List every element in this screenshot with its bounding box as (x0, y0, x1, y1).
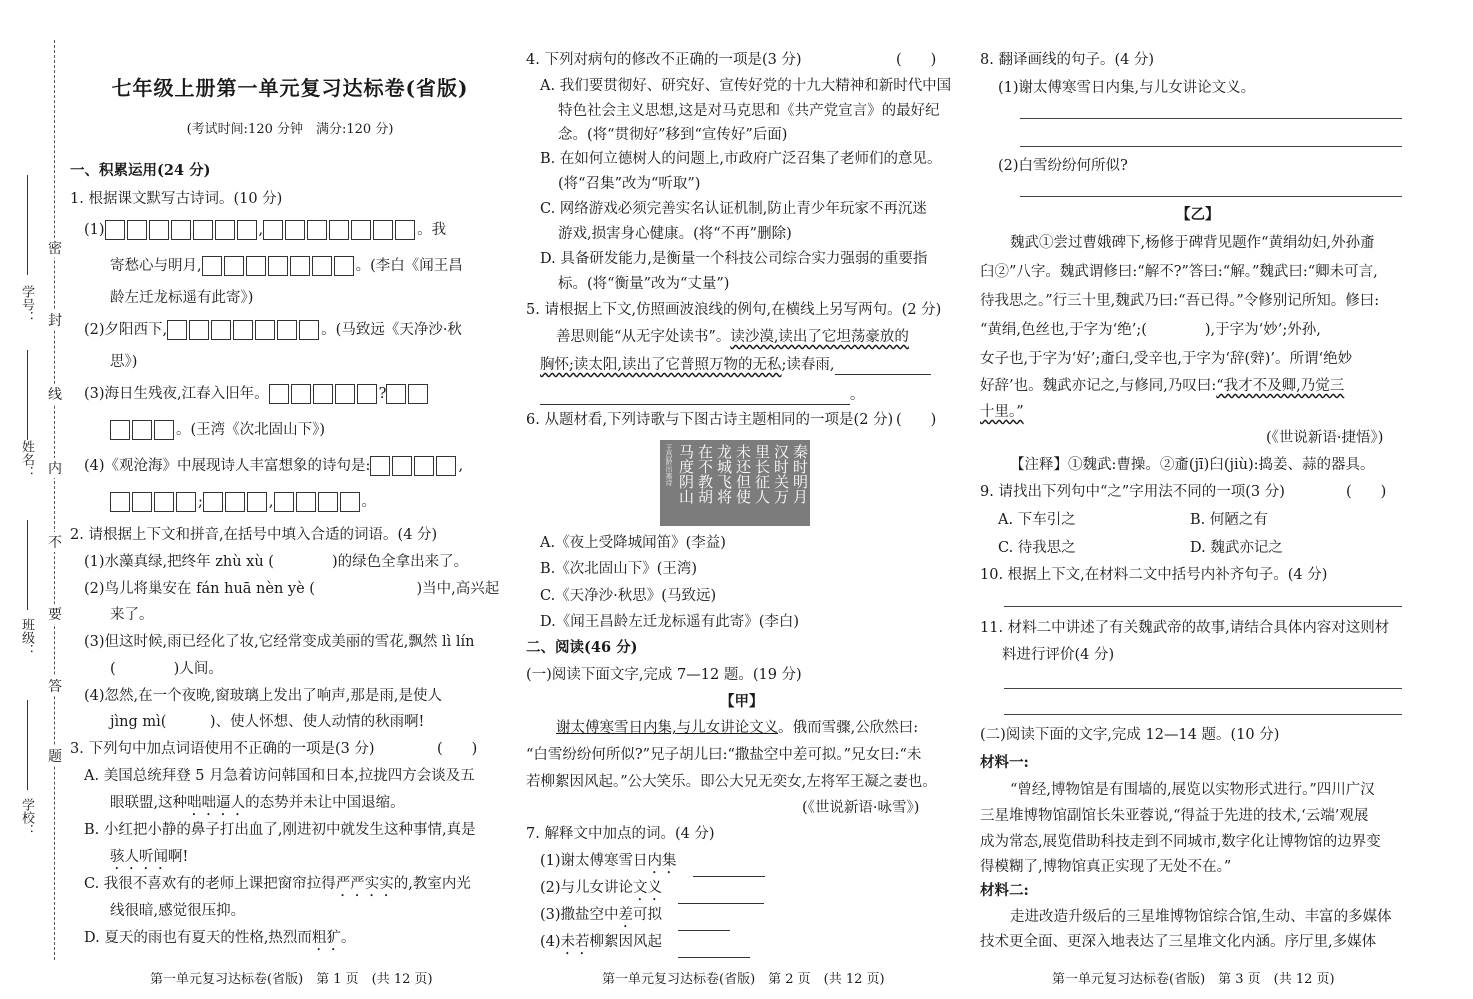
passage-text: 魏武①尝过曹娥碑下,杨修于碑背见题作“黄绢幼妇,外孙齑 (1010, 235, 1375, 251)
text: 。 (361, 494, 376, 510)
passage-text: 待我思之。”行三十里,魏武乃曰:“吾已得。”令修别记所知。修曰: (980, 293, 1380, 309)
answer-boxes[interactable] (269, 386, 379, 402)
text: (3)海日生残夜,江春入旧年。 (84, 386, 269, 402)
answer-line[interactable] (1004, 606, 1402, 607)
q1-3-line (110, 420, 325, 440)
poem-column: 在不教胡 (696, 444, 714, 504)
option-b (110, 847, 188, 873)
text: 好辞’也。魏武亦记之,与修同,乃叹曰: (980, 378, 1217, 394)
section-heading: 一、积累运用(24 分) (70, 162, 211, 179)
question-11: 11. 材料二中讲述了有关魏武帝的故事,请结合具体内容对这则材 (980, 620, 1390, 636)
passage-text: “白雪纷纷何所似?”兄子胡儿曰:“撒盐空中差可拟。”兄女曰:“未 (526, 747, 922, 763)
q1-1-line (110, 256, 463, 276)
seal-char: 答 (46, 676, 64, 696)
seal-char: 不 (46, 532, 64, 552)
passage-source: (《世说新语·咏雪》) (802, 800, 920, 816)
text: 。我 (417, 222, 447, 238)
option-c: C. 网络游戏必须完善实名认证机制,防止青少年玩家不再沉迷 (540, 201, 927, 217)
question-9: 9. 请找出下列句中“之”字用法不同的一项(3 分) (980, 484, 1285, 500)
text: 。(马致远《天净沙·秋 (321, 322, 462, 338)
question-5: 5. 请根据上下文,仿照画波浪线的例句,在横线上另写两句。(2 分) (526, 302, 942, 318)
material-text: 走进改造升级后的三星堆博物馆综合馆,生动、丰富的多媒体 (1010, 909, 1392, 925)
passage-text: 女子也,于字为‘好’;齑臼,受辛也,于字为‘辞(辤)’。所谓‘绝妙 (980, 351, 1353, 367)
option-c: 线很暗,感觉很压抑。 (110, 903, 246, 919)
material-text: 成为常态,展览借助科技走到不同城市,数字化让博物馆的边界变 (980, 834, 1381, 850)
text: 。 (850, 387, 865, 403)
text: 寄愁心与明月, (110, 258, 202, 274)
option-a: A.《夜上受降城闻笛》(李益) (540, 535, 726, 551)
answer-blank[interactable] (835, 374, 931, 375)
q2-3: ( )人间。 (110, 661, 223, 677)
passage-label: 【乙】 (1176, 206, 1220, 223)
page-3 (980, 0, 1410, 987)
material-label: 材料二: (980, 882, 1029, 899)
text: , (458, 458, 464, 474)
option-d: 标。(将“衡量”改为“丈量”) (558, 276, 730, 292)
answer-boxes[interactable] (370, 458, 458, 474)
option-c: C.《天净沙·秋思》(马致远) (540, 588, 717, 604)
option-d: D.《闻王昌龄左迁龙标遥有此寄》(李白) (540, 614, 800, 630)
passage-text (980, 402, 1024, 422)
dotted-word: 咄咄逼人 (187, 795, 246, 811)
text: 的,教室内光 (393, 876, 471, 892)
text: (2)夕阳西下, (84, 322, 168, 338)
underlined-sentence: 十里。” (980, 404, 1024, 420)
text: (4) (540, 934, 561, 950)
text: 龄左迁龙标遥有此寄》) (110, 290, 254, 306)
option-a (110, 793, 405, 819)
answer-paren[interactable]: ( ) (896, 412, 937, 428)
q7-item (540, 932, 750, 958)
option-a: A. 下车引之 (998, 512, 1076, 528)
poem-column: 里长征人 (753, 444, 771, 504)
question-1: 1. 根据课文默写古诗词。(10 分) (70, 191, 283, 207)
page-footer: 第一单元复习达标卷(省版) 第 1 页 (共 12 页) (150, 972, 433, 987)
passage-text (980, 376, 1344, 396)
answer-boxes[interactable] (202, 258, 356, 274)
option-a: 特色社会主义思想,这是对马克思和《共产党宣言》的最好纪 (558, 103, 940, 119)
question-10: 10. 根据上下文,在材料二文中括号内补齐句子。(4 分) (980, 567, 1328, 583)
text: (2)与儿女讲论 (540, 880, 634, 896)
seal-char: 封 (46, 310, 64, 330)
option-b: (将“召集”改为“听取”) (558, 176, 701, 192)
option-b: B. 何陋之有 (1190, 512, 1268, 528)
question-7: 7. 解释文中加点的词。(4 分) (526, 826, 715, 842)
question-2: 2. 请根据上下文和拼音,在括号中填入合适的词语。(4 分) (70, 527, 438, 543)
question-11: 料进行评价(4 分) (1002, 647, 1115, 663)
passage-text: “黄绢,色丝也,于字为‘绝’;( ),于字为‘妙’;外孙, (980, 322, 1321, 338)
answer-boxes[interactable] (203, 494, 269, 510)
underlined-sentence: “我才不及卿,乃觉三 (1216, 378, 1345, 394)
text: ? (378, 386, 387, 402)
section-heading: 二、阅读(46 分) (526, 639, 638, 656)
text: 柳絮因风起 (589, 934, 663, 950)
annotation: 【注释】①魏武:曹操。②齑(jī)臼(jiù):捣姜、蒜的器具。 (1010, 457, 1375, 473)
reading-intro: (二)阅读下面的文字,完成 12—14 题。(10 分) (980, 727, 1280, 743)
passage-text: 臼②”八字。魏武谓修曰:“解不?”答曰:“解。”魏武曰:“卿未可言, (980, 264, 1378, 280)
q1-4-line: ; , 。 (110, 492, 376, 512)
q5-text (540, 385, 865, 405)
poem-column: 汉时关万 (772, 444, 790, 504)
option-b: B. 在如何立德树人的问题上,市政府广泛召集了老师们的意见。 (540, 151, 942, 167)
page-footer: 第一单元复习达标卷(省版) 第 2 页 (共 12 页) (602, 972, 885, 987)
text: 思》) (110, 354, 138, 370)
option-d: D. 魏武亦记之 (1190, 540, 1283, 556)
text: ;读春雨, (781, 357, 835, 373)
text: C. 我很不喜欢有的老师上课把窗帘拉得 (84, 876, 336, 892)
answer-boxes[interactable] (105, 222, 259, 238)
text: 的态势并未让中国退缩。 (245, 795, 405, 811)
page-1 (0, 0, 500, 987)
q1-4-line (84, 456, 463, 476)
q2-3: (3)但这时候,雨已经化了妆,它经常变成美丽的雪花,飘然 lì lín (84, 634, 475, 650)
q5-text (556, 327, 909, 347)
passage-text: 若柳絮因风起。”公大笑乐。即公大兄无奕女,左将军王凝之妻也。 (526, 774, 937, 790)
answer-boxes[interactable] (110, 422, 176, 438)
q1-2-line (84, 320, 462, 340)
answer-blank[interactable] (540, 404, 850, 405)
answer-paren[interactable]: ( ) (437, 741, 478, 757)
option-b: B.《次北固山下》(王湾) (540, 561, 698, 577)
answer-paren[interactable]: ( ) (896, 52, 937, 68)
name-label: 姓名： (19, 440, 34, 479)
answer-line[interactable] (1020, 118, 1402, 119)
question-4: 4. 下列对病句的修改不正确的一项是(3 分) (526, 52, 802, 68)
wavy-example: 胸怀;读太阳,读出了它普照万物的无私 (540, 357, 782, 373)
material-label: 材料一: (980, 754, 1029, 771)
option-a: A. 美国总统拜登 5 月急着访问韩国和日本,拉拢四方会谈及五 (84, 768, 475, 784)
seal-char: 题 (46, 746, 64, 766)
text: 可拟 (633, 907, 663, 923)
poem-column: 马度阴山 (677, 444, 695, 504)
seal-char: 线 (46, 384, 64, 404)
answer-blank[interactable] (678, 903, 764, 904)
text: 。(李白《闻王昌 (355, 258, 463, 274)
student-id-label: 学号： (19, 285, 34, 324)
seal-char: 要 (46, 604, 64, 624)
text: 。(王湾《次北固山下》) (176, 422, 326, 438)
dotted-word: 粗犷 (311, 930, 341, 946)
option-d (84, 928, 355, 954)
passage-source: (《世说新语·捷悟》) (1266, 430, 1384, 446)
text: 啊! (168, 849, 189, 865)
option-c: C. 待我思之 (998, 540, 1076, 556)
passage-text (556, 718, 918, 738)
dotted-word: 差 (618, 907, 634, 923)
q2-2: (2)鸟儿将巢安在 fán huā nèn yè ( )当中,高兴起 (84, 581, 500, 597)
poem-seal: 王昌龄出塞诗 (665, 444, 673, 486)
answer-line[interactable] (1004, 714, 1402, 715)
material-text: “曾经,博物馆是有围墙的,展览以实物形式进行。”四川广汉 (1010, 782, 1375, 798)
poem-column: 龙城飞将 (715, 444, 733, 504)
dotted-word: 严严实实 (335, 876, 394, 892)
text: (3)撒盐空中 (540, 907, 619, 923)
text: (1)谢太傅寒雪日 (540, 853, 648, 869)
q2-4: (4)忽然,在一个夜晚,窗玻璃上发出了响声,那是雨,是使人 (84, 688, 442, 704)
reading-intro: (一)阅读下面文字,完成 7—12 题。(19 分) (526, 667, 802, 683)
answer-boxes[interactable] (263, 222, 417, 238)
q8-2: (2)白雪纷纷何所似? (998, 158, 1128, 174)
material-text: 得模糊了,博物馆真正实现了无处不在。” (980, 859, 1232, 875)
dotted-word: 未若 (560, 934, 590, 950)
q1-1-line: (1) , 。我 (84, 222, 447, 238)
answer-line[interactable] (1004, 688, 1402, 689)
answer-paren[interactable]: ( ) (1346, 484, 1387, 500)
class-label: 班级： (19, 618, 34, 657)
q2-2: 来了。 (110, 607, 154, 623)
text: (4)《观沧海》中展现诗人丰富想象的诗句是: (84, 458, 371, 474)
q2-4: jìng mì( )、使人怀想、使人动情的秋雨啊! (110, 714, 425, 730)
option-a: 念。(将“贯彻好”移到“宣传好”后面) (558, 127, 788, 143)
seal-char: 密 (46, 238, 64, 258)
option-b: B. 小红把小静的鼻子打出血了,刚进初中就发生这种事情,真是 (84, 822, 476, 838)
option-c: 游戏,损害身心健康。(将“不再”删除) (558, 226, 792, 242)
q1-3-line (84, 384, 430, 404)
text: 眼联盟,这种 (110, 795, 188, 811)
question-8: 8. 翻译画线的句子。(4 分) (980, 52, 1155, 68)
passage-label: 【甲】 (720, 693, 764, 710)
dotted-word: 骇人听闻 (110, 849, 168, 865)
option-c (84, 874, 471, 900)
q7-item (540, 878, 764, 904)
q5-text (540, 355, 931, 375)
q8-1: (1)谢太傅寒雪日内集,与儿女讲论文义。 (998, 80, 1256, 96)
answer-line[interactable] (1020, 146, 1402, 147)
material-text: 技术更全面、更深入地表达了三星堆文化内涵。序厅里,多媒体 (980, 934, 1377, 950)
poem-column: 未还但使 (734, 444, 752, 504)
q7-item (540, 851, 765, 877)
answer-blank[interactable] (678, 957, 750, 958)
q2-1: (1)水藻真绿,把终年 zhù xù ( )的绿色全拿出来了。 (84, 554, 469, 570)
answer-boxes[interactable] (386, 386, 430, 402)
option-a: A. 我们要贯彻好、研究好、宣传好党的十九大精神和新时代中国 (540, 78, 952, 94)
material-text: 三星堆博物馆副馆长朱亚蓉说,“得益于先进的技术,‘云端’观展 (980, 808, 1369, 824)
text: 善思则能“从无字处读书”。 (556, 329, 731, 345)
poem-calligraphy-image (660, 440, 810, 526)
seal-char: 内 (46, 458, 64, 478)
answer-blank[interactable] (693, 876, 765, 877)
wavy-example: 读沙漠,读出了它坦荡豪放的 (730, 329, 909, 345)
text: D. 夏天的雨也有夏天的性格,热烈而 (84, 930, 312, 946)
text: 。俄而雪骤,公欣然曰: (778, 720, 919, 736)
underlined-sentence: 谢太傅寒雪日内集,与儿女讲论文义 (556, 720, 779, 736)
poem-column: 秦时明月 (791, 444, 809, 504)
page-footer: 第一单元复习达标卷(省版) 第 3 页 (共 12 页) (1052, 972, 1335, 987)
q7-item (540, 905, 730, 931)
exam-subtitle: (考试时间:120 分钟 满分:120 分) (186, 122, 394, 137)
answer-boxes[interactable] (110, 494, 198, 510)
answer-line[interactable] (1020, 196, 1402, 197)
dotted-word: 文义 (633, 880, 663, 896)
option-d: D. 具备研发能力,是衡量一个科技公司综合实力强弱的重要指 (540, 251, 928, 267)
answer-blank[interactable] (678, 930, 730, 931)
q1-1-label: (1) (84, 222, 105, 238)
answer-boxes[interactable] (274, 494, 362, 510)
dotted-word: 内集 (647, 853, 677, 869)
question-6: 6. 从题材看,下列诗歌与下图古诗主题相同的一项是(2 分) (526, 412, 894, 428)
answer-boxes[interactable] (167, 322, 321, 338)
text: 。 (340, 930, 356, 946)
school-label: 学校： (19, 798, 34, 837)
question-3: 3. 下列句中加点词语使用不正确的一项是(3 分) (70, 741, 375, 757)
exam-title: 七年级上册第一单元复习达标卷(省版) (111, 76, 469, 100)
